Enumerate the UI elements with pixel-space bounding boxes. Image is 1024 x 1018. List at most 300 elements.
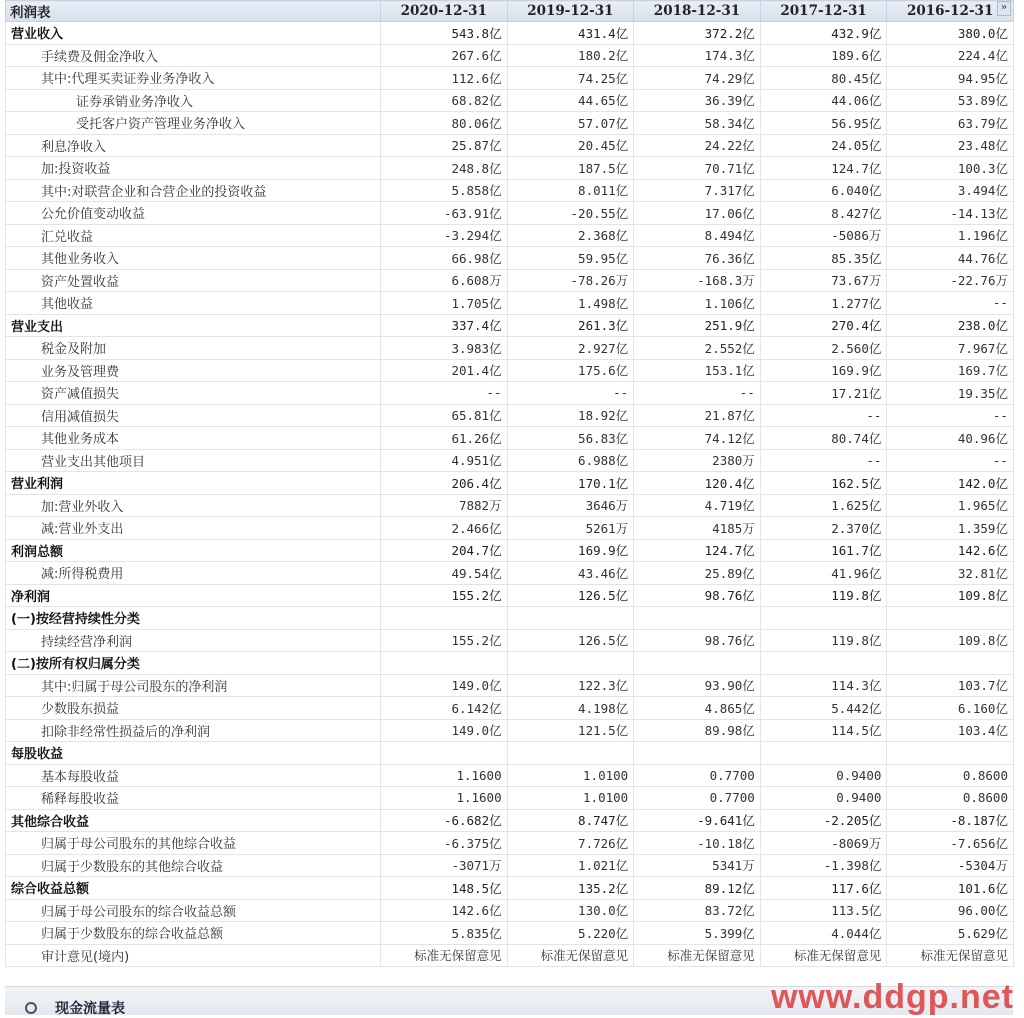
table-row <box>6 404 1014 427</box>
value-cell: 24.22亿 <box>634 134 761 157</box>
table-row <box>6 22 1014 45</box>
value-cell: 130.0亿 <box>507 899 634 922</box>
value-cell: 23.48亿 <box>887 134 1014 157</box>
year-header <box>887 1 1014 22</box>
value-cell: 189.6亿 <box>760 44 887 67</box>
value-cell: -- <box>887 404 1014 427</box>
value-cell: 96.00亿 <box>887 899 1014 922</box>
value-cell <box>887 652 1014 675</box>
value-cell: 21.87亿 <box>634 404 761 427</box>
row-label: 其他综合收益 <box>6 809 381 832</box>
value-cell: 126.5亿 <box>507 629 634 652</box>
value-cell: -- <box>634 382 761 405</box>
value-cell: 121.5亿 <box>507 719 634 742</box>
value-cell: 0.9400 <box>760 787 887 810</box>
row-label: 其他业务收入 <box>6 247 381 270</box>
value-cell: 3646万 <box>507 494 634 517</box>
value-cell: 149.0亿 <box>381 674 508 697</box>
value-cell: -22.76万 <box>887 269 1014 292</box>
table-row <box>6 224 1014 247</box>
table-row <box>6 944 1014 967</box>
value-cell: 8.011亿 <box>507 179 634 202</box>
value-cell: -10.18亿 <box>634 832 761 855</box>
value-cell: 113.5亿 <box>760 899 887 922</box>
table-row <box>6 449 1014 472</box>
value-cell: 2.368亿 <box>507 224 634 247</box>
row-label: (一)按经营持续性分类 <box>6 607 381 630</box>
value-cell: 2.552亿 <box>634 337 761 360</box>
table-body <box>6 22 1014 967</box>
value-cell <box>634 742 761 765</box>
table-row <box>6 787 1014 810</box>
section-title: 现金流量表 <box>55 1001 125 1017</box>
value-cell: 372.2亿 <box>634 22 761 45</box>
value-cell: 标准无保留意见 <box>887 944 1014 967</box>
value-cell: 43.46亿 <box>507 562 634 585</box>
table-title: 利润表 <box>6 1 381 22</box>
value-cell: 135.2亿 <box>507 877 634 900</box>
value-cell: 93.90亿 <box>634 674 761 697</box>
value-cell: -9.641亿 <box>634 809 761 832</box>
row-label: 净利润 <box>6 584 381 607</box>
table-row <box>6 247 1014 270</box>
value-cell: -2.205亿 <box>760 809 887 832</box>
value-cell: -6.682亿 <box>381 809 508 832</box>
value-cell: 6.608万 <box>381 269 508 292</box>
value-cell: 89.98亿 <box>634 719 761 742</box>
row-label: 加:营业外收入 <box>6 494 381 517</box>
value-cell: 70.71亿 <box>634 157 761 180</box>
value-cell: -78.26万 <box>507 269 634 292</box>
value-cell: 4.865亿 <box>634 697 761 720</box>
year-header: 2020-12-31 <box>381 1 508 22</box>
value-cell: 109.8亿 <box>887 629 1014 652</box>
value-cell: 83.72亿 <box>634 899 761 922</box>
value-cell: 74.25亿 <box>507 67 634 90</box>
value-cell: 标准无保留意见 <box>760 944 887 967</box>
value-cell: 8.494亿 <box>634 224 761 247</box>
value-cell: -6.375亿 <box>381 832 508 855</box>
value-cell: -14.13亿 <box>887 202 1014 225</box>
table-row <box>6 719 1014 742</box>
value-cell: 7.967亿 <box>887 337 1014 360</box>
row-label: (二)按所有权归属分类 <box>6 652 381 675</box>
value-cell: 80.45亿 <box>760 67 887 90</box>
value-cell: 103.4亿 <box>887 719 1014 742</box>
row-label: 证券承销业务净收入 <box>6 89 381 112</box>
value-cell: 0.8600 <box>887 787 1014 810</box>
row-label: 利息净收入 <box>6 134 381 157</box>
table-row <box>6 517 1014 540</box>
table-row <box>6 427 1014 450</box>
value-cell: 380.0亿 <box>887 22 1014 45</box>
value-cell: 109.8亿 <box>887 584 1014 607</box>
value-cell: 124.7亿 <box>634 539 761 562</box>
year-header-label: 2016-12-31 <box>906 3 994 19</box>
value-cell <box>887 607 1014 630</box>
row-label: 少数股东损益 <box>6 697 381 720</box>
value-cell: -- <box>507 382 634 405</box>
value-cell: 98.76亿 <box>634 584 761 607</box>
row-label: 营业收入 <box>6 22 381 45</box>
value-cell: 187.5亿 <box>507 157 634 180</box>
table-row <box>6 292 1014 315</box>
table-row <box>6 269 1014 292</box>
row-label: 营业支出其他项目 <box>6 449 381 472</box>
value-cell: 6.160亿 <box>887 697 1014 720</box>
value-cell: 85.35亿 <box>760 247 887 270</box>
value-cell: 6.040亿 <box>760 179 887 202</box>
value-cell: 8.747亿 <box>507 809 634 832</box>
value-cell: 1.021亿 <box>507 854 634 877</box>
value-cell: 5.858亿 <box>381 179 508 202</box>
value-cell: 7.317亿 <box>634 179 761 202</box>
value-cell: 59.95亿 <box>507 247 634 270</box>
value-cell <box>634 652 761 675</box>
row-label: 其中:代理买卖证券业务净收入 <box>6 67 381 90</box>
row-label: 其他业务成本 <box>6 427 381 450</box>
value-cell: 5.399亿 <box>634 922 761 945</box>
value-cell: 1.196亿 <box>887 224 1014 247</box>
income-statement <box>5 0 1013 967</box>
value-cell: 53.89亿 <box>887 89 1014 112</box>
value-cell: 57.07亿 <box>507 112 634 135</box>
value-cell: 432.9亿 <box>760 22 887 45</box>
value-cell: 74.29亿 <box>634 67 761 90</box>
row-label: 每股收益 <box>6 742 381 765</box>
value-cell: 261.3亿 <box>507 314 634 337</box>
table-row <box>6 607 1014 630</box>
table-row <box>6 112 1014 135</box>
value-cell: 40.96亿 <box>887 427 1014 450</box>
value-cell: 169.7亿 <box>887 359 1014 382</box>
value-cell: 4185万 <box>634 517 761 540</box>
table-header-row <box>6 1 1014 22</box>
value-cell: 7882万 <box>381 494 508 517</box>
table-row <box>6 134 1014 157</box>
value-cell: 1.0100 <box>507 764 634 787</box>
value-cell: 1.625亿 <box>760 494 887 517</box>
value-cell: -- <box>760 449 887 472</box>
value-cell: 174.3亿 <box>634 44 761 67</box>
value-cell: 标准无保留意见 <box>634 944 761 967</box>
value-cell: 7.726亿 <box>507 832 634 855</box>
value-cell <box>634 607 761 630</box>
value-cell <box>760 742 887 765</box>
value-cell: 66.98亿 <box>381 247 508 270</box>
table-row <box>6 922 1014 945</box>
value-cell: 3.983亿 <box>381 337 508 360</box>
value-cell: 17.06亿 <box>634 202 761 225</box>
year-header: 2017-12-31 <box>760 1 887 22</box>
table-row <box>6 832 1014 855</box>
table-row <box>6 674 1014 697</box>
value-cell: 25.89亿 <box>634 562 761 585</box>
row-label: 综合收益总额 <box>6 877 381 900</box>
value-cell: 180.2亿 <box>507 44 634 67</box>
row-label: 归属于母公司股东的综合收益总额 <box>6 899 381 922</box>
table-row <box>6 899 1014 922</box>
value-cell: 175.6亿 <box>507 359 634 382</box>
value-cell: 155.2亿 <box>381 629 508 652</box>
value-cell: 56.83亿 <box>507 427 634 450</box>
table-row <box>6 157 1014 180</box>
more-columns-button[interactable]: » <box>997 1 1011 16</box>
table-row <box>6 764 1014 787</box>
value-cell: 1.359亿 <box>887 517 1014 540</box>
table-row <box>6 337 1014 360</box>
year-header: 2018-12-31 <box>634 1 761 22</box>
value-cell: 170.1亿 <box>507 472 634 495</box>
row-label: 归属于少数股东的其他综合收益 <box>6 854 381 877</box>
value-cell <box>507 652 634 675</box>
value-cell: 76.36亿 <box>634 247 761 270</box>
value-cell: 4.198亿 <box>507 697 634 720</box>
table-row <box>6 697 1014 720</box>
value-cell: 1.1600 <box>381 764 508 787</box>
table-row <box>6 67 1014 90</box>
value-cell: 124.7亿 <box>760 157 887 180</box>
row-label: 资产处置收益 <box>6 269 381 292</box>
value-cell: 169.9亿 <box>760 359 887 382</box>
value-cell: 1.277亿 <box>760 292 887 315</box>
value-cell: 114.5亿 <box>760 719 887 742</box>
row-label: 受托客户资产管理业务净收入 <box>6 112 381 135</box>
value-cell: 5.835亿 <box>381 922 508 945</box>
table-row <box>6 202 1014 225</box>
income-statement-table <box>5 0 1014 967</box>
value-cell: 206.4亿 <box>381 472 508 495</box>
value-cell: 153.1亿 <box>634 359 761 382</box>
row-label: 手续费及佣金净收入 <box>6 44 381 67</box>
value-cell: 98.76亿 <box>634 629 761 652</box>
value-cell: 1.0100 <box>507 787 634 810</box>
value-cell: 20.45亿 <box>507 134 634 157</box>
value-cell: 101.6亿 <box>887 877 1014 900</box>
value-cell: -5086万 <box>760 224 887 247</box>
value-cell: 标准无保留意见 <box>381 944 508 967</box>
value-cell: 17.21亿 <box>760 382 887 405</box>
row-label: 持续经营净利润 <box>6 629 381 652</box>
value-cell: 122.3亿 <box>507 674 634 697</box>
value-cell: 25.87亿 <box>381 134 508 157</box>
value-cell: 4.719亿 <box>634 494 761 517</box>
value-cell: 337.4亿 <box>381 314 508 337</box>
row-label: 资产减值损失 <box>6 382 381 405</box>
year-header: 2019-12-31 <box>507 1 634 22</box>
row-label: 归属于少数股东的综合收益总额 <box>6 922 381 945</box>
value-cell: 112.6亿 <box>381 67 508 90</box>
value-cell: 251.9亿 <box>634 314 761 337</box>
table-row <box>6 179 1014 202</box>
value-cell: 155.2亿 <box>381 584 508 607</box>
value-cell: -168.3万 <box>634 269 761 292</box>
value-cell: 89.12亿 <box>634 877 761 900</box>
value-cell: 4.044亿 <box>760 922 887 945</box>
value-cell: 19.35亿 <box>887 382 1014 405</box>
value-cell: 94.95亿 <box>887 67 1014 90</box>
value-cell <box>507 742 634 765</box>
value-cell: 68.82亿 <box>381 89 508 112</box>
value-cell: 32.81亿 <box>887 562 1014 585</box>
value-cell: 0.7700 <box>634 764 761 787</box>
value-cell: -3071万 <box>381 854 508 877</box>
row-label: 利润总额 <box>6 539 381 562</box>
value-cell: 18.92亿 <box>507 404 634 427</box>
value-cell: 148.5亿 <box>381 877 508 900</box>
value-cell <box>507 607 634 630</box>
value-cell: 61.26亿 <box>381 427 508 450</box>
value-cell: 0.8600 <box>887 764 1014 787</box>
value-cell: 1.965亿 <box>887 494 1014 517</box>
value-cell: 36.39亿 <box>634 89 761 112</box>
value-cell: 0.7700 <box>634 787 761 810</box>
value-cell: 238.0亿 <box>887 314 1014 337</box>
row-label: 营业利润 <box>6 472 381 495</box>
value-cell: 6.142亿 <box>381 697 508 720</box>
value-cell: 0.9400 <box>760 764 887 787</box>
circle-icon <box>25 1002 37 1014</box>
table-row <box>6 494 1014 517</box>
row-label: 加:投资收益 <box>6 157 381 180</box>
value-cell: 44.06亿 <box>760 89 887 112</box>
value-cell: 58.34亿 <box>634 112 761 135</box>
value-cell: 44.76亿 <box>887 247 1014 270</box>
value-cell: 270.4亿 <box>760 314 887 337</box>
value-cell: 161.7亿 <box>760 539 887 562</box>
row-label: 审计意见(境内) <box>6 944 381 967</box>
value-cell: -7.656亿 <box>887 832 1014 855</box>
value-cell: 80.06亿 <box>381 112 508 135</box>
value-cell: -20.55亿 <box>507 202 634 225</box>
value-cell: 1.498亿 <box>507 292 634 315</box>
value-cell: 1.106亿 <box>634 292 761 315</box>
table-row <box>6 809 1014 832</box>
row-label: 营业支出 <box>6 314 381 337</box>
value-cell: 142.0亿 <box>887 472 1014 495</box>
value-cell: -- <box>887 449 1014 472</box>
table-row <box>6 44 1014 67</box>
value-cell: 80.74亿 <box>760 427 887 450</box>
row-label: 汇兑收益 <box>6 224 381 247</box>
table-row <box>6 854 1014 877</box>
value-cell: 49.54亿 <box>381 562 508 585</box>
value-cell: 201.4亿 <box>381 359 508 382</box>
value-cell: 74.12亿 <box>634 427 761 450</box>
value-cell: 248.8亿 <box>381 157 508 180</box>
value-cell: 5.220亿 <box>507 922 634 945</box>
value-cell: 65.81亿 <box>381 404 508 427</box>
value-cell: 73.67万 <box>760 269 887 292</box>
value-cell: 2.927亿 <box>507 337 634 360</box>
value-cell: 543.8亿 <box>381 22 508 45</box>
value-cell: -8069万 <box>760 832 887 855</box>
table-row <box>6 89 1014 112</box>
value-cell: 119.8亿 <box>760 584 887 607</box>
table-row <box>6 629 1014 652</box>
value-cell: 119.8亿 <box>760 629 887 652</box>
value-cell: 8.427亿 <box>760 202 887 225</box>
value-cell: -5304万 <box>887 854 1014 877</box>
table-row <box>6 382 1014 405</box>
row-label: 减:所得税费用 <box>6 562 381 585</box>
value-cell: 169.9亿 <box>507 539 634 562</box>
value-cell: 117.6亿 <box>760 877 887 900</box>
value-cell: 56.95亿 <box>760 112 887 135</box>
value-cell: 431.4亿 <box>507 22 634 45</box>
value-cell: 2.370亿 <box>760 517 887 540</box>
value-cell: -3.294亿 <box>381 224 508 247</box>
value-cell: 267.6亿 <box>381 44 508 67</box>
row-label: 公允价值变动收益 <box>6 202 381 225</box>
row-label: 归属于母公司股东的其他综合收益 <box>6 832 381 855</box>
row-label: 税金及附加 <box>6 337 381 360</box>
value-cell <box>381 607 508 630</box>
row-label: 扣除非经常性损益后的净利润 <box>6 719 381 742</box>
table-row <box>6 652 1014 675</box>
row-label: 稀释每股收益 <box>6 787 381 810</box>
table-row <box>6 359 1014 382</box>
value-cell: -8.187亿 <box>887 809 1014 832</box>
value-cell: 5.442亿 <box>760 697 887 720</box>
table-row <box>6 472 1014 495</box>
value-cell <box>381 742 508 765</box>
value-cell: 2.560亿 <box>760 337 887 360</box>
table-row <box>6 877 1014 900</box>
value-cell: 41.96亿 <box>760 562 887 585</box>
row-label: 其中:对联营企业和合营企业的投资收益 <box>6 179 381 202</box>
value-cell: 142.6亿 <box>887 539 1014 562</box>
value-cell: 3.494亿 <box>887 179 1014 202</box>
value-cell: 162.5亿 <box>760 472 887 495</box>
value-cell: -- <box>760 404 887 427</box>
value-cell: 103.7亿 <box>887 674 1014 697</box>
value-cell: -1.398亿 <box>760 854 887 877</box>
value-cell: 5.629亿 <box>887 922 1014 945</box>
value-cell <box>760 652 887 675</box>
value-cell: 5261万 <box>507 517 634 540</box>
row-label: 基本每股收益 <box>6 764 381 787</box>
value-cell: 标准无保留意见 <box>507 944 634 967</box>
value-cell: 114.3亿 <box>760 674 887 697</box>
value-cell: 24.05亿 <box>760 134 887 157</box>
value-cell: 224.4亿 <box>887 44 1014 67</box>
value-cell: 44.65亿 <box>507 89 634 112</box>
watermark: www.ddgp.net <box>770 978 1014 1016</box>
table-row <box>6 584 1014 607</box>
row-label: 业务及管理费 <box>6 359 381 382</box>
table-row <box>6 742 1014 765</box>
table-row <box>6 314 1014 337</box>
value-cell: 1.705亿 <box>381 292 508 315</box>
value-cell: 4.951亿 <box>381 449 508 472</box>
value-cell: 1.1600 <box>381 787 508 810</box>
row-label: 其他收益 <box>6 292 381 315</box>
row-label: 减:营业外支出 <box>6 517 381 540</box>
value-cell <box>760 607 887 630</box>
value-cell: 2.466亿 <box>381 517 508 540</box>
value-cell: 126.5亿 <box>507 584 634 607</box>
row-label: 信用减值损失 <box>6 404 381 427</box>
value-cell <box>887 742 1014 765</box>
value-cell: -- <box>381 382 508 405</box>
value-cell: -- <box>887 292 1014 315</box>
value-cell: -63.91亿 <box>381 202 508 225</box>
table-row <box>6 562 1014 585</box>
value-cell: 6.988亿 <box>507 449 634 472</box>
value-cell: 100.3亿 <box>887 157 1014 180</box>
row-label: 其中:归属于母公司股东的净利润 <box>6 674 381 697</box>
